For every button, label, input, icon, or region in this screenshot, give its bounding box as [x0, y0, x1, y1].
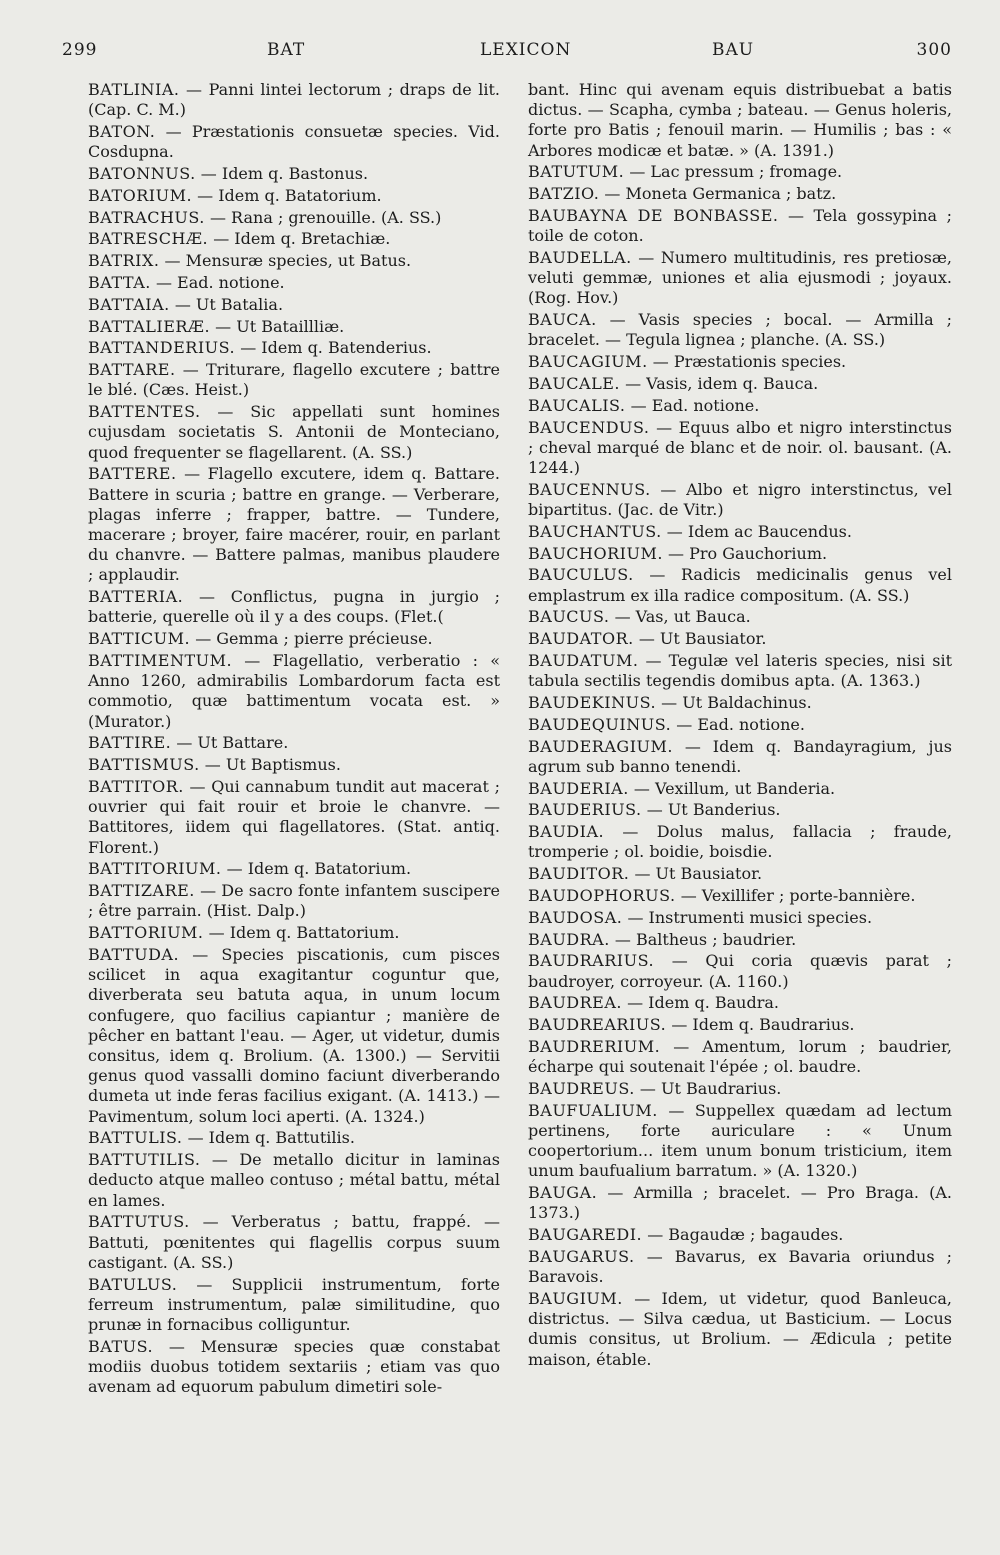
entry-headword: BATRACHUS. — [88, 207, 205, 227]
entry-definition: — Idem q. Bastonus. — [200, 164, 369, 183]
dictionary-entry — [88, 164, 500, 184]
dictionary-entry — [528, 310, 952, 350]
dictionary-entry — [528, 951, 952, 991]
entry-definition: — Idem q. Baudra. — [627, 993, 779, 1013]
entry-headword: BATTERIA. — [88, 587, 184, 607]
entry-headword: BATRESCHÆ. — [88, 229, 209, 249]
entry-definition: — Idem q. Batatorium. — [226, 859, 412, 879]
entry-headword: BAUDIA. — [528, 822, 605, 842]
entry-headword: BAUCENNUS. — [528, 479, 651, 499]
entry-definition: — De metallo dicitur in laminas deducto atque malleo contuso ; métal battu, métal en lames. — [88, 1150, 500, 1210]
entry-headword: BAUCA. — [528, 310, 597, 330]
entry-headword: BAUDERIUS. — [528, 800, 642, 820]
dictionary-entry — [528, 1079, 952, 1099]
entry-headword: BATRIX. — [88, 251, 160, 271]
entry-headword: BAUDERAGIUM. — [528, 736, 673, 756]
entry-headword: BATTITORIUM. — [88, 859, 222, 879]
entry-definition: — Ut Bausiator. — [634, 864, 763, 884]
entry-definition: — Idem q. Batenderius. — [240, 338, 432, 358]
entry-headword: BAUDOSA. — [528, 907, 623, 927]
dictionary-entry — [528, 206, 952, 246]
entry-definition: — Idem q. Bretachiæ. — [213, 229, 391, 249]
dictionary-entry — [88, 777, 500, 858]
entry-definition: — Idem q. Batatorium. — [197, 185, 382, 205]
dictionary-entry — [88, 338, 500, 358]
entry-headword: BAUDATOR. — [528, 629, 634, 649]
entry-headword: BATTENTES. — [88, 402, 201, 422]
dictionary-entry — [88, 360, 500, 400]
entry-definition: — Idem q. Baudrarius. — [671, 1015, 855, 1035]
entry-definition: — Lac pressum ; fromage. — [629, 162, 843, 182]
entry-definition: — Ead. notione. — [155, 272, 285, 292]
dictionary-entry — [528, 822, 952, 862]
dictionary-entry — [528, 886, 952, 906]
entry-definition: — Idem q. Battatorium. — [208, 923, 400, 943]
entry-definition: — Vas, ut Bauca. — [614, 607, 751, 627]
entry-definition: — Dolus malus, fallacia ; fraude, tromperie ; ol. boidie, boisdie. — [528, 822, 952, 862]
dictionary-entry — [528, 1225, 952, 1245]
dictionary-entry — [528, 1183, 952, 1223]
entry-definition: — Ut Baldachinus. — [661, 692, 812, 712]
entry-definition: — Idem q. Bandayragium, jus agrum sub banno tenendi. — [528, 736, 952, 776]
entry-definition: — Ut Bausiator. — [638, 629, 767, 649]
entry-headword: BAUCHANTUS. — [528, 521, 662, 541]
dictionary-entry — [528, 184, 952, 204]
entry-definition: — Albo et nigro interstinctus, vel bipartitus. (Jac. de Vitr.) — [528, 479, 952, 519]
dictionary-entry — [528, 1037, 952, 1077]
dictionary-entry — [88, 587, 500, 627]
dictionary-entry — [528, 80, 952, 161]
entry-definition: — Mensuræ species, ut Batus. — [164, 251, 412, 271]
entry-headword: BAUDELLA. — [528, 248, 632, 267]
entry-headword: BATTIRE. — [88, 733, 172, 753]
dictionary-entry — [88, 122, 500, 162]
entry-headword: BATONNUS. — [88, 164, 196, 183]
entry-definition: — Moneta Germanica ; batz. — [604, 184, 837, 204]
entry-headword: BAUCUS. — [528, 607, 610, 627]
dictionary-entry — [528, 565, 952, 605]
entry-headword: BAUDEQUINUS. — [528, 714, 672, 734]
dictionary-entry — [88, 402, 500, 463]
entry-headword: BAUDERIA. — [528, 778, 629, 798]
dictionary-entry — [88, 1275, 500, 1336]
entry-definition: — Ut Battare. — [176, 733, 289, 753]
entry-headword: BATTAIA. — [88, 294, 170, 314]
entry-definition: — Pro Gauchorium. — [668, 543, 828, 563]
entry-headword: BATUS. — [88, 1336, 154, 1356]
entry-definition: — Bavarus, ex Bavaria oriundus ; Baravois. — [528, 1246, 952, 1287]
entry-headword: BAUFUALIUM. — [528, 1100, 658, 1120]
entry-headword: BATTUTUS. — [88, 1212, 190, 1232]
entry-definition: — Baltheus ; baudrier. — [614, 929, 797, 949]
dictionary-entry — [528, 779, 952, 799]
entry-headword: BAUDATUM. — [528, 650, 639, 670]
entry-definition: — Radicis medicinalis genus vel emplastrum ex illa radice compositum. (A. SS.) — [528, 565, 953, 605]
entry-definition: — Ut Baudrarius. — [639, 1078, 782, 1098]
entry-definition: — Supplicii instrumentum, forte ferreum instrumentum, palæ similitudine, quo prunæ in fornacibus colliguntur. — [88, 1274, 500, 1335]
entry-definition: — Rana ; grenouille. (A. SS.) — [209, 207, 442, 227]
entry-headword: BATTULIS. — [88, 1128, 183, 1148]
dictionary-entry — [528, 248, 952, 309]
entry-headword: BAUGIUM. — [528, 1288, 623, 1308]
dictionary-entry — [528, 352, 952, 372]
entry-definition: — Vasis, idem q. Bauca. — [625, 374, 819, 393]
entry-headword: BATTORIUM. — [88, 923, 204, 943]
entry-definition: — Vexillifer ; porte-bannière. — [680, 885, 916, 905]
dictionary-entry — [88, 1150, 500, 1211]
entry-headword: BATTANDERIUS. — [88, 338, 236, 358]
page-number-left: 299 — [62, 40, 98, 60]
entry-definition: — Mensuræ species quæ constabat modiis duobus totidem sextariis ; etiam vas quo avenam ad equorum pabulum dimetiri sole- — [88, 1336, 500, 1397]
entry-headword: BATON. — [88, 122, 156, 141]
entry-definition: — Vexillum, ut Banderia. — [633, 778, 836, 798]
dictionary-entry — [528, 629, 952, 649]
entry-definition: — Qui coria quævis parat ; baudroyer, corroyeur. (A. 1160.) — [528, 951, 952, 991]
dictionary-entry — [528, 930, 952, 950]
entry-headword: BATTA. — [88, 272, 151, 292]
entry-headword: BAUGA. — [528, 1183, 598, 1203]
dictionary-entry — [528, 162, 952, 182]
dictionary-entry — [528, 374, 952, 394]
entry-definition: — Qui cannabum tundit aut macerat ; ouvrier qui fait rouir et broie le chanvre. — Battitores, iidem qui flagellatores. (Stat. antiq. Florent.) — [88, 776, 500, 857]
entry-headword: BATUTUM. — [528, 162, 625, 182]
dictionary-entry — [88, 733, 500, 753]
dictionary-entry — [528, 715, 952, 735]
entry-definition: — Ut Banderius. — [646, 800, 781, 820]
entry-headword: BAUDREA. — [528, 993, 622, 1013]
entry-headword: BATLINIA. — [88, 80, 180, 99]
running-head-left: BAT — [267, 40, 306, 60]
dictionary-entry — [528, 418, 952, 479]
entry-headword: BATTICUM. — [88, 629, 191, 649]
dictionary-entry — [528, 693, 952, 713]
dictionary-entry — [528, 1289, 952, 1370]
entry-headword: BAUDREUS. — [528, 1078, 635, 1098]
entry-headword: BATTIZARE. — [88, 881, 195, 901]
entry-definition: — Idem ac Baucendus. — [666, 521, 852, 541]
entry-definition: — Equus albo et nigro interstinctus ; cheval marqué de blanc et de noir. ol. bausant. (A. 1244.) — [528, 417, 952, 477]
entry-headword: BAUDRARIUS. — [528, 951, 655, 971]
entry-definition: — Panni lintei lectorum ; draps de lit. (Cap. C. M.) — [88, 80, 501, 120]
running-head-right: BAU — [712, 40, 755, 60]
entry-headword: BAUDITOR. — [528, 864, 630, 884]
dictionary-entry — [528, 396, 952, 416]
entry-headword: BAUCHORIUM. — [528, 543, 663, 563]
entry-headword: BATTUTILIS. — [88, 1150, 201, 1170]
entry-headword: BAUCALE. — [528, 374, 620, 393]
dictionary-entry — [88, 629, 500, 649]
dictionary-entry — [528, 607, 952, 627]
dictionary-entry — [88, 859, 500, 879]
dictionary-entry — [528, 1015, 952, 1035]
entry-definition: — Triturare, flagello excutere ; battre le blé. (Cæs. Heist.) — [88, 360, 501, 400]
entry-definition: — Præstationis species. — [652, 352, 847, 372]
dictionary-entry — [88, 881, 500, 921]
entry-headword: BATULUS. — [88, 1274, 178, 1294]
entry-definition: — Verberatus ; battu, frappé. — Battuti, pœnitentes qui flagellis corpus suum castigant. (A. SS.) — [88, 1212, 500, 1272]
entry-definition: — Vasis species ; bocal. — Armilla ; bracelet. — Tegula lignea ; planche. (A. SS.) — [528, 310, 952, 350]
dictionary-entry — [88, 251, 500, 271]
dictionary-entry — [88, 651, 500, 732]
entry-headword: BATTISMUS. — [88, 755, 200, 775]
entry-definition: — Ead. notione. — [630, 395, 760, 415]
dictionary-entry — [88, 80, 500, 120]
left-column — [88, 80, 500, 1399]
entry-headword: BAUGAREDI. — [528, 1225, 643, 1245]
entry-definition: — Tegulæ vel lateris species, nisi sit tabula sectilis tegendis domibus apta. (A. 1363.) — [528, 650, 952, 691]
entry-definition: — Flagellatio, verberatio : « Anno 1260, admirabilis Lombardorum facta est commotio, quæ battimentum vocata est. » (Murator.) — [88, 650, 500, 731]
entry-headword: BAUCAGIUM. — [528, 352, 648, 372]
entry-headword: BATTALIERÆ. — [88, 316, 211, 336]
dictionary-entry — [88, 273, 500, 293]
entry-definition: — Sic appellati sunt homines cujusdam societatis S. Antonii de Monteciano, quod frequenter se flagellarent. (A. SS.) — [88, 402, 501, 462]
entry-definition: — Ut Baptismus. — [204, 755, 341, 775]
dictionary-entry — [88, 1212, 500, 1273]
dictionary-entry — [528, 522, 952, 542]
entry-definition: — Bagaudæ ; bagaudes. — [647, 1225, 844, 1245]
entry-headword: BAUCALIS. — [528, 395, 626, 415]
entry-headword: BAUDOPHORUS. — [528, 885, 676, 905]
entry-headword: BAUDEKINUS. — [528, 692, 657, 712]
entry-definition: — Præstationis consuetæ species. Vid. Cosdupna. — [88, 122, 501, 162]
entry-headword: BAUGARUS. — [528, 1246, 635, 1266]
entry-headword: BATORIUM. — [88, 185, 193, 205]
entry-definition: — Instrumenti musici species. — [627, 907, 873, 927]
entry-definition: — Suppellex quædam ad lectum pertinens, forte auriculare : « Unum coopertorium... item unum bonum tristicium, item unum baufualium barratum. » (A. 1320.) — [528, 1100, 953, 1181]
right-column — [528, 80, 952, 1371]
dictionary-entry — [88, 317, 500, 337]
entry-definition: — Ut Bataillliæ. — [215, 316, 345, 336]
entry-definition: — Idem, ut videtur, quod Banleuca, districtus. — Silva cædua, ut Basticium. — Locus dumis consitus, ut Brolium. — Ædicula ; petite maison, étable. — [528, 1288, 952, 1369]
dictionary-entry — [88, 945, 500, 1127]
entry-headword: BATZIO. — [528, 184, 600, 204]
entry-headword: BATTIMENTUM. — [88, 650, 233, 670]
dictionary-entry — [88, 464, 500, 585]
entry-definition: — Numero multitudinis, res pretiosæ, veluti gemmæ, uniones et alia ejusmodi ; joyaux. (Rog. Hov.) — [528, 248, 952, 308]
dictionary-entry — [88, 229, 500, 249]
entry-definition: — Tela gossypina ; toile de coton. — [528, 206, 952, 246]
dictionary-entry — [88, 1128, 500, 1148]
dictionary-entry — [528, 651, 952, 691]
entry-definition: — Idem q. Battutilis. — [187, 1128, 355, 1148]
entry-definition: — Species piscationis, cum pisces scilicet in aqua exagitantur coguntur que, diverberata seu batuta aqua, in unum locum confugere, quo facilius capiantur ; manière de pêcher en battant l'eau. — Ager, ut videtur, dumis consitus, idem q. Brolium. (A. 1300.) — Servitii genus quod vassalli domino faciunt diverberando dumeta ut inde feras facilius exigant. (A. 1413.) — Pavimentum, solum loci aperti. (A. 1324.) — [88, 944, 500, 1126]
entry-definition: — Flagello excutere, idem q. Battare. Battere in scuria ; battre en grange. — Verberare, plagas inferre ; frapper, battre. — Tundere, macerare ; broyer, faire macérer, rouir, en parlant du chanvre. — Battere palmas, manibus plaudere ; applaudir. — [88, 464, 500, 585]
dictionary-entry — [88, 208, 500, 228]
page-number-right: 300 — [916, 40, 952, 60]
dictionary-entry — [528, 800, 952, 820]
entry-headword: BAUDRERIUM. — [528, 1036, 661, 1056]
entry-headword: BAUDRA. — [528, 929, 610, 949]
entry-headword: BAUBAYNA DE BONBASSE. — [528, 206, 779, 225]
dictionary-entry — [88, 923, 500, 943]
dictionary-entry — [528, 1101, 952, 1182]
entry-definition: bant. Hinc qui avenam equis distribuebat a batis dictus. — Scapha, cymba ; bateau. — Genus holeris, forte pro Batis ; fenouil marin. — Humilis ; bas : « Arbores modicæ et batæ. » (A. 1391.) — [528, 80, 952, 160]
dictionary-entry — [528, 737, 952, 777]
entry-definition: — De sacro fonte infantem suscipere ; être parrain. (Hist. Dalp.) — [88, 881, 500, 921]
entry-headword: BAUCENDUS. — [528, 417, 650, 437]
entry-headword: BATTERE. — [88, 464, 177, 484]
dictionary-entry — [528, 480, 952, 520]
page-header — [62, 40, 952, 74]
dictionary-entry — [528, 993, 952, 1013]
dictionary-entry — [528, 908, 952, 928]
entry-definition: — Amentum, lorum ; baudrier, écharpe qui soutenait l'épée ; ol. baudre. — [528, 1036, 952, 1077]
entry-definition: — Armilla ; bracelet. — Pro Braga. (A. 1373.) — [528, 1183, 952, 1223]
entry-definition: — Ead. notione. — [676, 714, 805, 734]
entry-definition: — Ut Batalia. — [174, 294, 284, 314]
dictionary-entry — [88, 295, 500, 315]
dictionary-entry — [528, 864, 952, 884]
entry-headword: BAUDREARIUS. — [528, 1015, 667, 1035]
entry-headword: BATTUDA. — [88, 944, 180, 964]
entry-definition: — Conflictus, pugna in jurgio ; batterie, querelle où il y a des coups. (Flet.( — [88, 587, 500, 627]
dictionary-entry — [528, 544, 952, 564]
entry-headword: BAUCULUS. — [528, 565, 634, 585]
dictionary-entry — [88, 755, 500, 775]
dictionary-entry — [88, 1337, 500, 1398]
entry-headword: BATTARE. — [88, 360, 176, 380]
entry-headword: BATTITOR. — [88, 776, 184, 796]
running-head-center: LEXICON — [480, 40, 572, 60]
dictionary-entry — [88, 186, 500, 206]
entry-definition: — Gemma ; pierre précieuse. — [195, 629, 433, 649]
dictionary-entry — [528, 1247, 952, 1287]
